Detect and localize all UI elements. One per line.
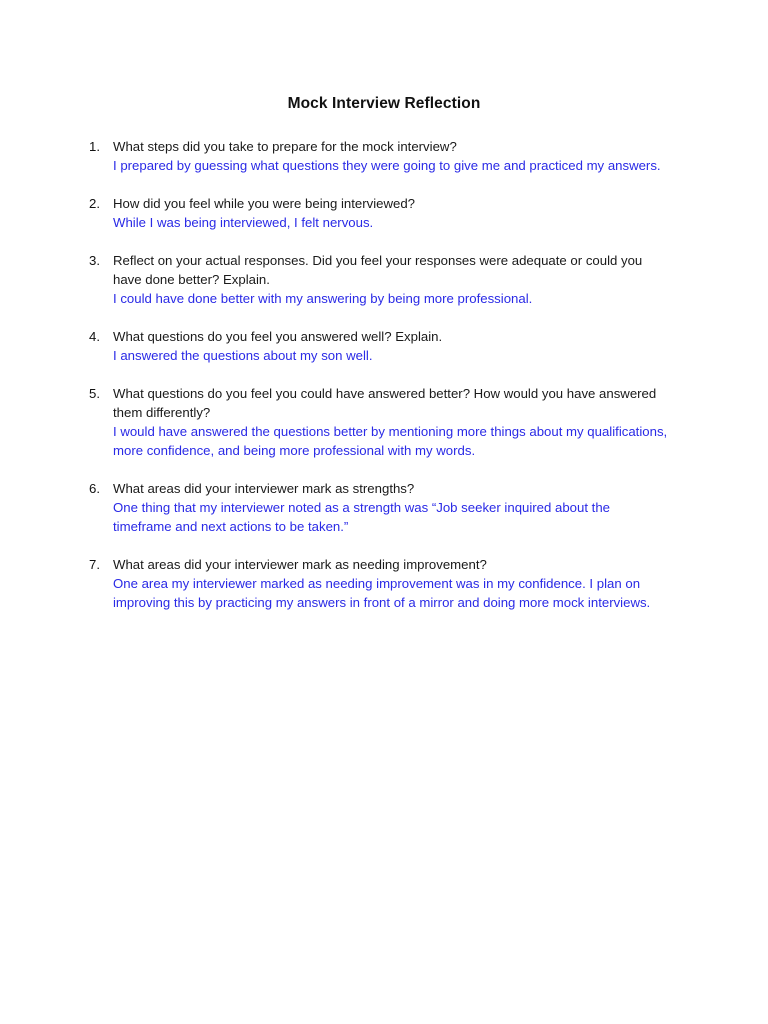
question-number: 4. xyxy=(89,329,100,344)
question-item-3 xyxy=(0,251,768,308)
question-text: What areas did your interviewer mark as needing improvement? xyxy=(113,557,487,572)
question-text: Reflect on your actual responses. Did you feel your responses were adequate or could you have done better? Explain. xyxy=(113,253,643,287)
answer-text: One thing that my interviewer noted as a strength was “Job seeker inquired about the timeframe and next actions to be taken.” xyxy=(113,500,611,534)
question-number: 2. xyxy=(89,196,100,211)
answer-text: I could have done better with my answering by being more professional. xyxy=(113,291,533,306)
question-text: How did you feel while you were being interviewed? xyxy=(113,196,416,211)
question-item-5 xyxy=(0,384,768,460)
question-number: 5. xyxy=(89,386,100,401)
question-text: What areas did your interviewer mark as strengths? xyxy=(113,481,415,496)
question-text: What questions do you feel you could have answered better? How would you have answered them differently? xyxy=(113,386,657,420)
question-number: 6. xyxy=(89,481,100,496)
answer-text: I would have answered the questions better by mentioning more things about my qualifications, more confidence, and being more professional with my words. xyxy=(113,424,668,458)
answer-text: One area my interviewer marked as needing improvement was in my confidence. I plan on improving this by practicing my answers in front of a mirror and doing more mock interviews. xyxy=(113,576,651,610)
answer-text: I answered the questions about my son well. xyxy=(113,348,373,363)
question-item-2 xyxy=(0,194,768,232)
question-item-1 xyxy=(0,137,768,175)
page-title: Mock Interview Reflection xyxy=(287,95,481,112)
question-item-6 xyxy=(0,479,768,536)
question-text: What steps did you take to prepare for the mock interview? xyxy=(113,139,457,154)
question-text: What questions do you feel you answered well? Explain. xyxy=(113,329,443,344)
answer-text: While I was being interviewed, I felt nervous. xyxy=(113,215,374,230)
question-number: 3. xyxy=(89,253,100,268)
question-item-7 xyxy=(0,555,768,612)
question-list xyxy=(0,137,768,612)
question-item-4 xyxy=(0,327,768,365)
question-number: 1. xyxy=(89,139,100,154)
question-number: 7. xyxy=(89,557,100,572)
answer-text: I prepared by guessing what questions they were going to give me and practiced my answers. xyxy=(113,158,661,173)
